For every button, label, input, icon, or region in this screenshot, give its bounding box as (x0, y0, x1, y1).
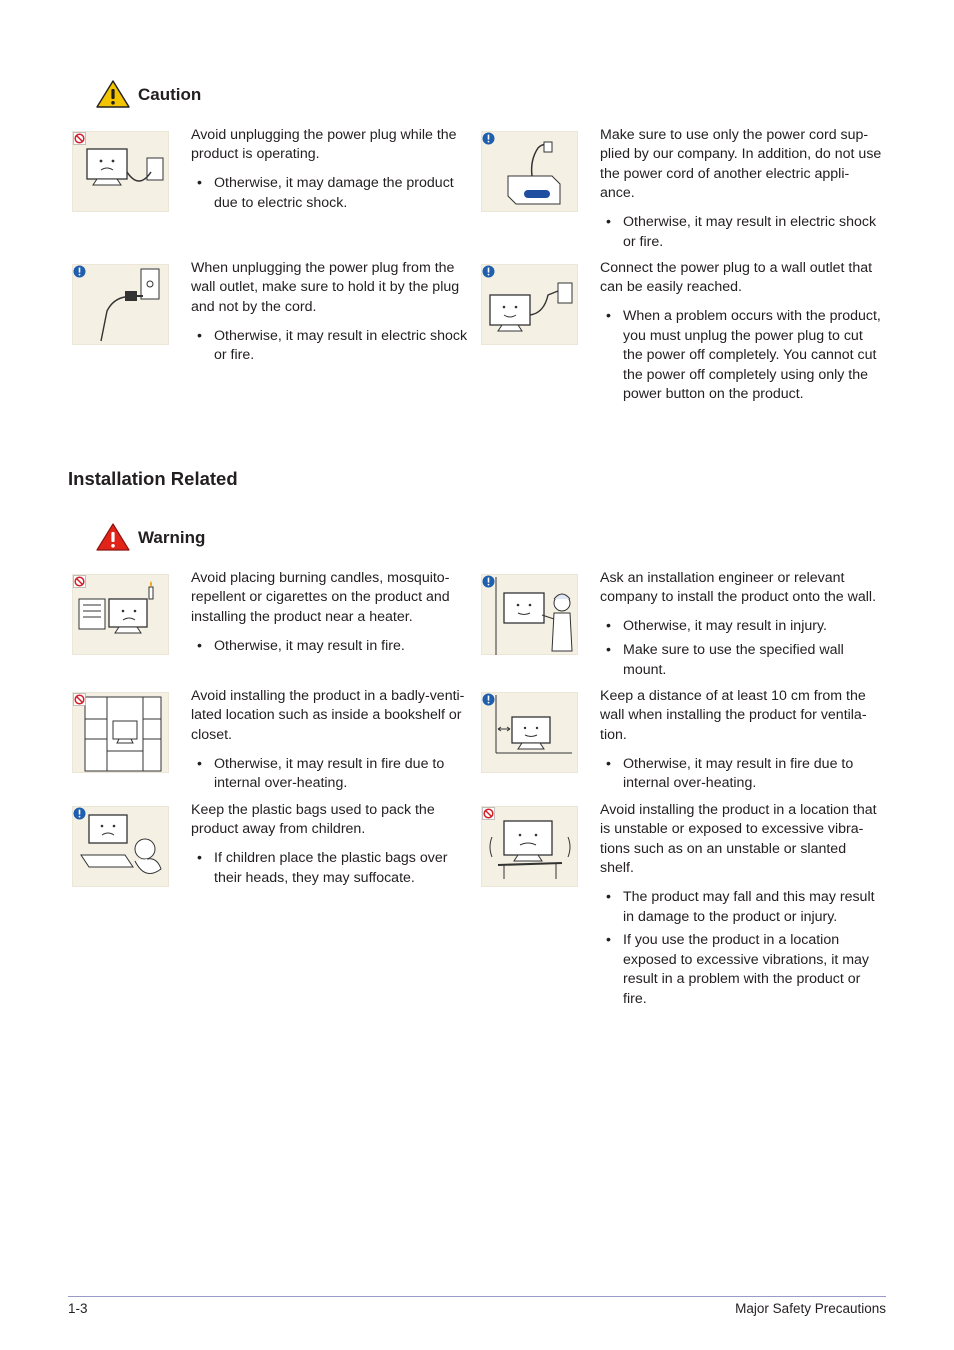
engineer-wall-icon (481, 574, 578, 655)
item-bullet-list (191, 755, 473, 794)
caution-icon (96, 80, 130, 108)
item-text (191, 687, 473, 798)
item-text (191, 126, 473, 218)
item-text (600, 259, 882, 409)
item-text (600, 687, 882, 798)
item-bullet: • Otherwise, it may result in fire due to internal over-heating. (600, 755, 882, 794)
mandatory-icon (73, 807, 86, 820)
item-bullet: • The product may fall and this may result in damage to the product or injury. (600, 888, 882, 927)
item-description: Avoid unplugging the power plug while the product is operating. (191, 127, 457, 163)
prohibited-icon (73, 693, 86, 706)
item-bullet-list (600, 213, 882, 252)
item-bullet: • Otherwise, it may result in electric shock or fire. (600, 213, 882, 252)
warning-icon (96, 523, 130, 551)
item-bullet: • Make sure to use the specified wall mount. (600, 641, 882, 680)
item-description: Keep a distance of at least 10 cm from the wall when installing the product for ventila-tion. (600, 688, 867, 743)
monitor-plug-icon (72, 131, 169, 212)
item-bullet: • If children place the plastic bags over their heads, they may suffocate. (191, 849, 473, 888)
item-text (191, 259, 473, 370)
item-bullet-list (191, 174, 473, 213)
item-text (600, 126, 882, 256)
child-plastic-bag-icon (72, 806, 169, 887)
item-bullet-list (600, 755, 882, 794)
mandatory-icon (482, 693, 495, 706)
footer-page-number: 1-3 (68, 1301, 88, 1316)
monitor-wall-distance-icon (481, 692, 578, 773)
caution-heading (96, 80, 256, 108)
warning-heading (96, 523, 256, 551)
prohibited-icon (482, 807, 495, 820)
item-bullet-list (191, 637, 473, 656)
monitor-outlet-icon (481, 264, 578, 345)
item-bullet: • When a problem occurs with the product, you must unplug the power plug to cut the power off completely. You cannot cut the power off completely using only the power button on the product. (600, 307, 882, 404)
item-description: Keep the plastic bags used to pack the product away from children. (191, 802, 435, 838)
item-bullet: • If you use the product in a location exposed to excessive vibrations, it may result in a problem with the product or fire. (600, 931, 882, 1009)
mandatory-icon (482, 575, 495, 588)
hand-plug-icon (72, 264, 169, 345)
item-description: Avoid placing burning candles, mosquito-repellent or cigarettes on the product and installing the product near a heater. (191, 570, 450, 625)
item-bullet-list (600, 888, 882, 1009)
item-text (600, 569, 882, 685)
item-text (600, 801, 882, 1014)
item-description: Make sure to use only the power cord sup-plied by our company. In addition, do not use the power cord of another electric appli-ance. (600, 127, 882, 202)
monitor-candles-icon (72, 574, 169, 655)
prohibited-icon (73, 575, 86, 588)
power-cord-box-icon (481, 131, 578, 212)
item-bullet: • Otherwise, it may result in injury. (600, 617, 882, 636)
footer-rule (68, 1296, 886, 1297)
item-bullet-list (600, 617, 882, 680)
monitor-unstable-shelf-icon (481, 806, 578, 887)
item-bullet: • Otherwise, it may result in electric shock or fire. (191, 327, 473, 366)
item-bullet-list (191, 849, 473, 888)
item-description: Connect the power plug to a wall outlet that can be easily reached. (600, 260, 873, 296)
mandatory-icon (482, 265, 495, 278)
item-description: Avoid installing the product in a location that is unstable or exposed to excessive vibra-tions such as on an unstable or slanted shelf. (600, 802, 877, 877)
item-bullet: • Otherwise, it may damage the product due to electric shock. (191, 174, 473, 213)
caution-label: Caution (138, 85, 202, 104)
footer-section-title: Major Safety Precautions (735, 1301, 886, 1316)
bookshelf-icon (72, 692, 169, 773)
item-bullet-list (600, 307, 882, 404)
installation-section-title: Installation Related (68, 468, 238, 489)
prohibited-icon (73, 132, 86, 145)
item-description: When unplugging the power plug from the wall outlet, make sure to hold it by the plug and not by the cord. (191, 260, 460, 315)
item-text (191, 569, 473, 661)
item-bullet: • Otherwise, it may result in fire. (191, 637, 473, 656)
item-bullet: • Otherwise, it may result in fire due to internal over-heating. (191, 755, 473, 794)
mandatory-icon (73, 265, 86, 278)
mandatory-icon (482, 132, 495, 145)
item-text (191, 801, 473, 893)
item-description: Ask an installation engineer or relevant company to install the product onto the wall. (600, 570, 877, 606)
warning-label: Warning (138, 528, 206, 547)
item-bullet-list (191, 327, 473, 366)
item-description: Avoid installing the product in a badly-venti-lated location such as inside a bookshelf or closet. (191, 688, 465, 743)
